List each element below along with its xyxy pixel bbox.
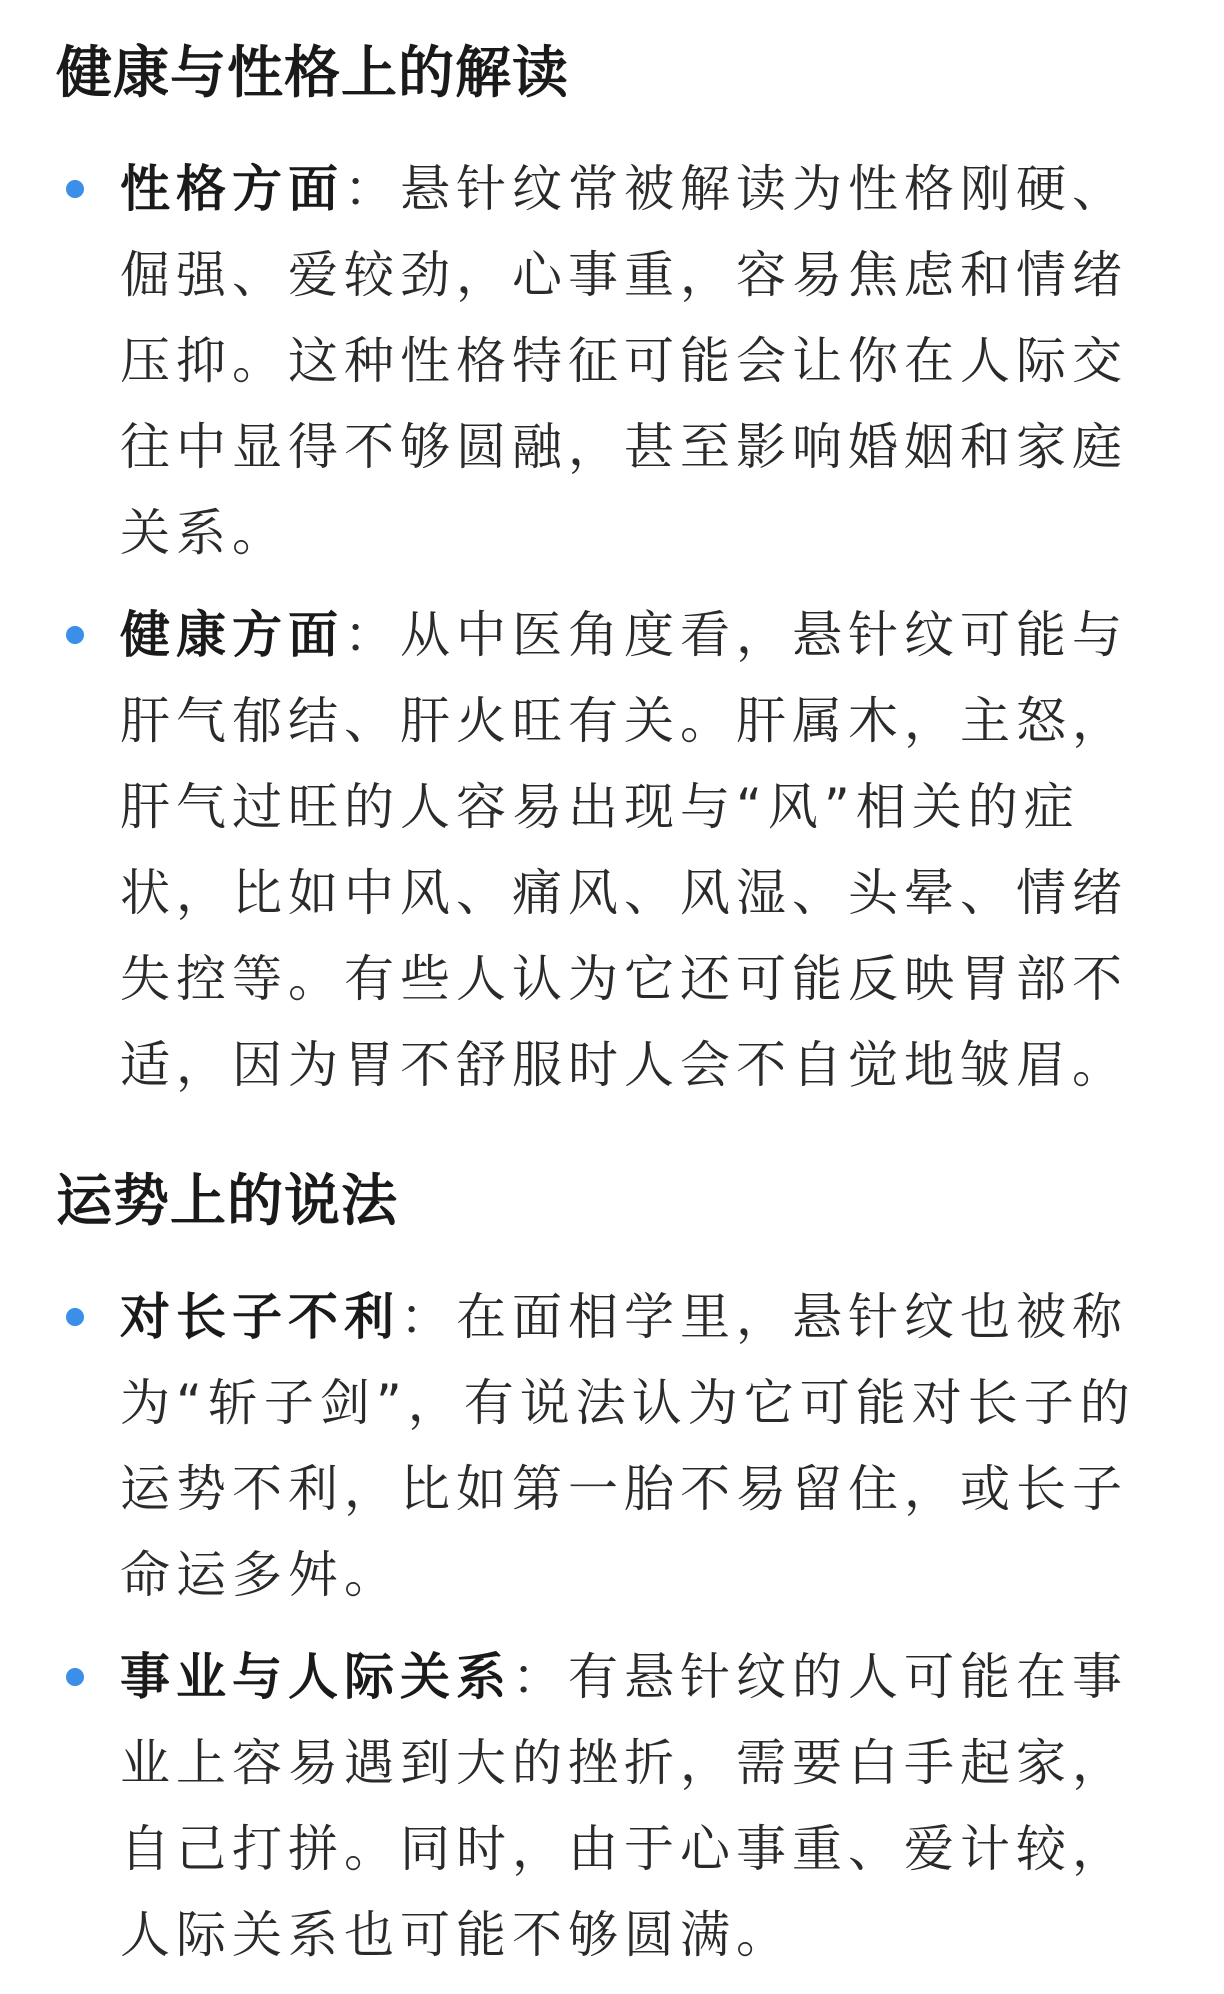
list-item-eldest-son	[56, 1274, 1170, 1618]
item-separator: ：	[400, 1288, 456, 1346]
bullet-dot-icon	[66, 180, 84, 198]
bullet-list	[56, 146, 1224, 1108]
item-separator: ：	[344, 160, 400, 218]
item-separator: ：	[512, 1648, 568, 1706]
section-title: 健康与性格上的解读	[56, 41, 569, 106]
item-label: 对长子不利	[120, 1288, 400, 1346]
section-title: 运势上的说法	[56, 1169, 398, 1234]
item-text: 在面相学里，悬针纹也被称为“斩子剑”，有说法认为它可能对长子的运势不利，比如第一胎不易留住，或长子命运多舛。	[120, 1288, 1136, 1604]
item-text: 有悬针纹的人可能在事业上容易遇到大的挫折，需要白手起家，自己打拼。同时，由于心事重、爱计较，人际关系也可能不够圆满。	[120, 1648, 1128, 1964]
bullet-dot-icon	[66, 1668, 84, 1686]
section-fortune	[56, 1166, 1224, 1978]
bullet-dot-icon	[66, 626, 84, 644]
item-text: 从中医角度看，悬针纹可能与肝气郁结、肝火旺有关。肝属木，主怒，肝气过旺的人容易出现与“风”相关的症状，比如中风、痛风、风湿、头晕、情绪失控等。有些人认为它还可能反映胃部不适，因为胃不舒服时人会不自觉地皱眉。	[120, 606, 1128, 1094]
list-item-career-relations	[56, 1634, 1170, 1978]
item-label: 性格方面	[120, 160, 344, 218]
item-separator: ：	[344, 606, 400, 664]
bullet-dot-icon	[66, 1308, 84, 1326]
list-item-personality	[56, 146, 1170, 576]
item-label: 健康方面	[120, 606, 344, 664]
list-item-health	[56, 592, 1170, 1108]
bullet-list	[56, 1274, 1224, 1978]
item-label: 事业与人际关系	[120, 1648, 512, 1706]
item-text: 悬针纹常被解读为性格刚硬、倔强、爱较劲，心事重，容易焦虑和情绪压抑。这种性格特征可能会让你在人际交往中显得不够圆融，甚至影响婚姻和家庭关系。	[120, 160, 1128, 562]
section-health-personality	[56, 38, 1224, 1108]
